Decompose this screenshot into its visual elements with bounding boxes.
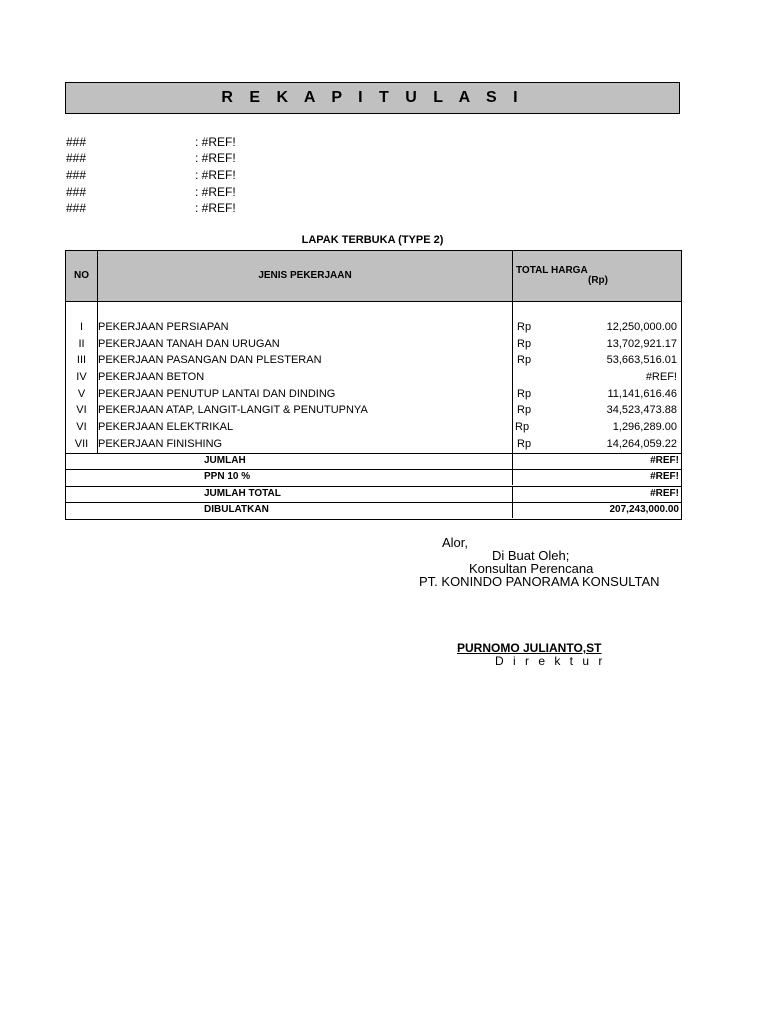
header-total-harga: TOTAL HARGA	[516, 265, 588, 276]
row-no: V	[77, 388, 86, 400]
header-total-unit: (Rp)	[588, 275, 608, 286]
signer-position: D i r e k t u r	[495, 654, 606, 668]
summary-value: #REF!	[650, 471, 679, 482]
row-currency: Rp	[517, 321, 532, 333]
table-row	[66, 319, 681, 335]
column-divider	[512, 469, 513, 485]
signature-company: PT. KONINDO PANORAMA KONSULTAN	[419, 574, 660, 589]
row-currency: Rp	[517, 338, 532, 350]
row-currency: Rp	[517, 404, 532, 416]
table-row	[66, 369, 681, 385]
row-amount: 1,296,289.00	[612, 421, 677, 433]
table-row	[66, 336, 681, 352]
header-no: NO	[74, 270, 89, 281]
row-no: IV	[76, 371, 87, 383]
row-currency: Rp	[515, 421, 530, 433]
row-amount: 14,264,059.22	[606, 438, 677, 450]
signer-name: PURNOMO JULIANTO,ST	[457, 641, 602, 655]
info-value: : #REF!	[195, 168, 236, 182]
row-no: VI	[76, 421, 87, 433]
row-currency: Rp	[517, 388, 532, 400]
row-amount: 12,250,000.00	[606, 321, 677, 333]
column-divider	[512, 486, 513, 502]
row-amount: 34,523,473.88	[606, 404, 677, 416]
row-jenis: PEKERJAAN PENUTUP LANTAI DAN DINDING	[98, 388, 336, 400]
row-no: III	[76, 354, 87, 366]
row-no: VII	[74, 438, 89, 450]
row-jenis: PEKERJAAN PERSIAPAN	[98, 321, 229, 333]
summary-row-dibulatkan	[66, 502, 681, 518]
signature-role: Konsultan Perencana	[469, 561, 594, 576]
row-jenis: PEKERJAAN PASANGAN DAN PLESTERAN	[98, 354, 322, 366]
info-label: ###	[66, 168, 87, 182]
info-value: : #REF!	[195, 135, 236, 149]
info-label: ###	[66, 135, 87, 149]
table-row	[66, 436, 681, 452]
summary-value: #REF!	[650, 455, 679, 466]
column-divider	[512, 502, 513, 518]
row-no: VI	[76, 404, 87, 416]
row-amount: #REF!	[645, 371, 677, 383]
info-value: : #REF!	[195, 185, 236, 199]
row-currency: Rp	[517, 438, 532, 450]
info-label: ###	[66, 201, 87, 215]
row-jenis: PEKERJAAN BETON	[98, 371, 205, 383]
table-row	[66, 352, 681, 368]
header-jenis-pekerjaan: JENIS PEKERJAAN	[258, 270, 352, 281]
summary-row-jumlah-total	[66, 486, 681, 502]
row-amount: 13,702,921.17	[606, 338, 677, 350]
table-row	[66, 419, 681, 435]
row-amount: 53,663,516.01	[606, 354, 677, 366]
recap-table	[65, 250, 682, 520]
table-row	[66, 386, 681, 402]
page-title: R E K A P I T U L A S I	[65, 82, 680, 114]
row-currency: Rp	[517, 354, 532, 366]
summary-row-ppn	[66, 469, 681, 485]
summary-label: PPN 10 %	[204, 471, 251, 482]
row-jenis: PEKERJAAN ELEKTRIKAL	[98, 421, 234, 433]
info-label: ###	[66, 151, 87, 165]
section-title: LAPAK TERBUKA (TYPE 2)	[301, 234, 444, 246]
info-value: : #REF!	[195, 201, 236, 215]
row-no: I	[79, 321, 84, 333]
table-row	[66, 402, 681, 418]
table-header	[66, 251, 681, 302]
signature-place: Alor,	[442, 535, 469, 550]
summary-row-jumlah	[66, 453, 681, 469]
summary-label: DIBULATKAN	[204, 504, 269, 515]
summary-value: #REF!	[650, 488, 679, 499]
info-label: ###	[66, 185, 87, 199]
column-divider	[512, 453, 513, 469]
summary-label: JUMLAH TOTAL	[204, 488, 281, 499]
summary-value: 207,243,000.00	[609, 504, 679, 515]
row-no: II	[78, 338, 85, 350]
row-jenis: PEKERJAAN TANAH DAN URUGAN	[98, 338, 280, 350]
signature-made-by: Di Buat Oleh;	[492, 548, 570, 563]
row-amount: 11,141,616.46	[607, 388, 677, 400]
row-jenis: PEKERJAAN FINISHING	[98, 438, 223, 450]
summary-label: JUMLAH	[204, 455, 246, 466]
row-jenis: PEKERJAAN ATAP, LANGIT-LANGIT & PENUTUPNYA	[98, 404, 368, 416]
info-value: : #REF!	[195, 151, 236, 165]
